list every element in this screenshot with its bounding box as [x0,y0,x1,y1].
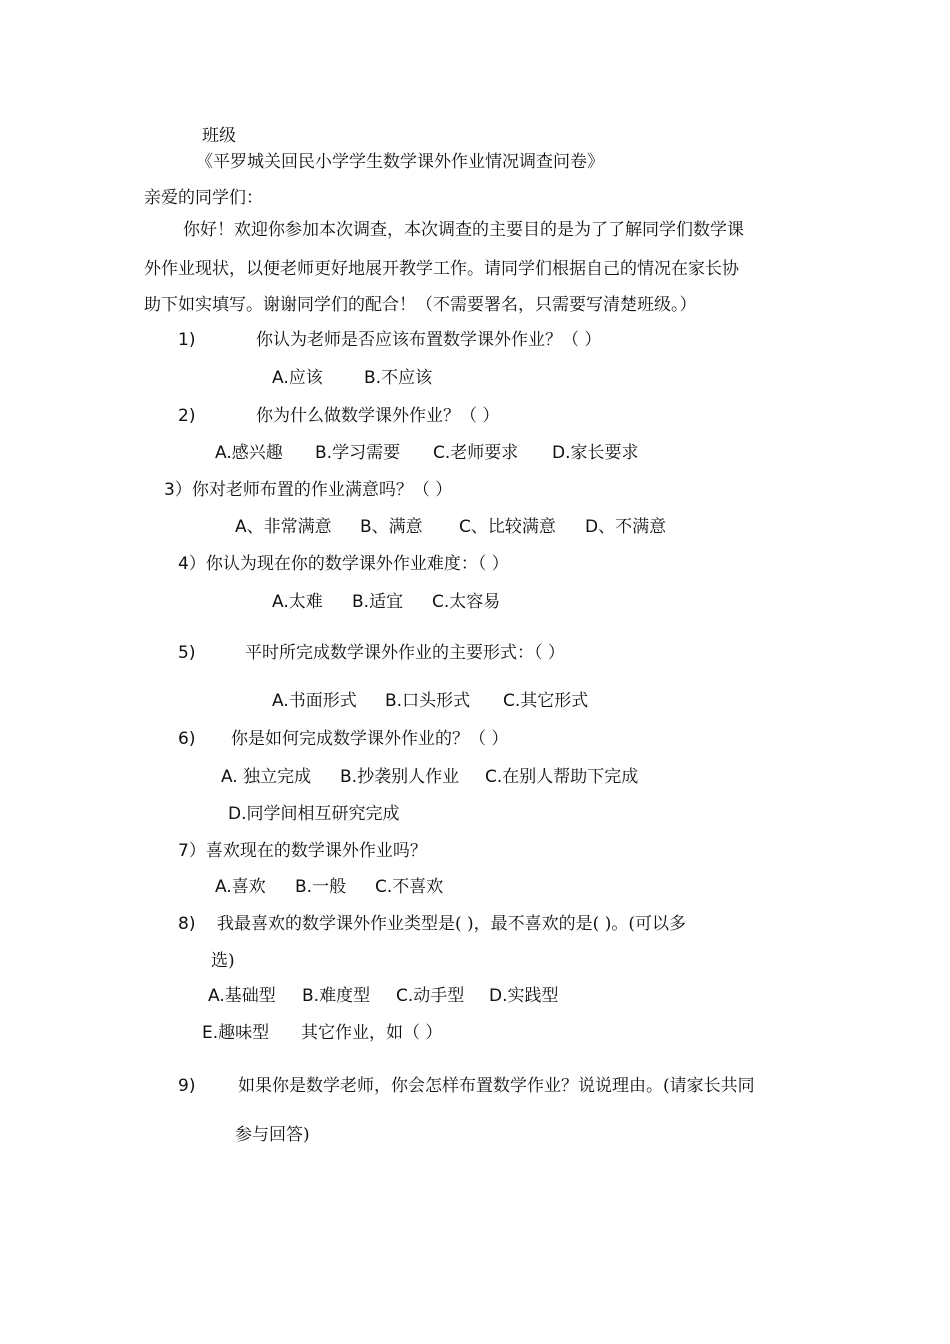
question-9-text: 如果你是数学老师，你会怎样布置数学作业？说说理由。(请家长共同 [238,1076,755,1096]
question-7-option-c: C.不喜欢 [375,877,444,897]
class-label: 班级 [202,126,236,146]
question-5-option-b: B.口头形式 [385,691,471,711]
question-6-text: 你是如何完成数学课外作业的？（ ） [231,729,509,749]
question-2-option-b: B.学习需要 [315,443,401,463]
question-1-option-b: B.不应该 [364,368,433,388]
question-5-number: 5) [178,643,196,663]
question-6-number: 6) [178,729,196,749]
question-9-text-cont: 参与回答) [235,1125,310,1145]
question-2-option-d: D.家长要求 [552,443,639,463]
question-6-option-c: C.在别人帮助下完成 [485,767,639,787]
question-9-number: 9) [178,1076,196,1096]
question-7-option-a: A.喜欢 [215,877,266,897]
intro-line-3: 助下如实填写。谢谢同学们的配合！（不需要署名，只需要写清楚班级。） [144,295,697,315]
question-5-option-c: C.其它形式 [503,691,589,711]
question-7-option-b: B.一般 [295,877,347,897]
question-5-text: 平时所完成数学课外作业的主要形式：（ ） [245,643,565,663]
question-3-option-c: C、比较满意 [459,517,556,537]
question-8-option-d: D.实践型 [489,986,559,1006]
question-4-text: 4）你认为现在你的数学课外作业难度：（ ） [178,554,509,574]
question-6-option-d: D.同学间相互研究完成 [228,804,400,824]
survey-title: 《平罗城关回民小学学生数学课外作业情况调查问卷》 [196,152,604,172]
greeting: 亲爱的同学们： [144,188,263,208]
question-7-text: 7）喜欢现在的数学课外作业吗？ [178,841,427,861]
question-8-option-c: C.动手型 [396,986,465,1006]
question-8-text: 我最喜欢的数学课外作业类型是( )，最不喜欢的是( )。(可以多 [217,914,686,934]
question-3-option-b: B、满意 [360,517,423,537]
question-8-option-a: A.基础型 [208,986,276,1006]
question-4-option-a: A.太难 [272,592,323,612]
question-1-text: 你认为老师是否应该布置数学课外作业？（ ） [256,330,602,350]
intro-line-2: 外作业现状，以便老师更好地展开教学工作。请同学们根据自己的情况在家长协 [144,259,739,279]
question-2-option-a: A.感兴趣 [215,443,283,463]
question-4-option-c: C.太容易 [432,592,501,612]
question-1-number: 1) [178,330,196,350]
question-2-number: 2) [178,406,196,426]
intro-line-1: 你好！欢迎你参加本次调查，本次调查的主要目的是为了了解同学们数学课 [183,220,744,240]
question-3-option-a: A、非常满意 [235,517,332,537]
question-8-option-b: B.难度型 [302,986,371,1006]
question-3-option-d: D、不满意 [585,517,667,537]
question-2-option-c: C.老师要求 [433,443,519,463]
question-6-option-b: B.抄袭别人作业 [340,767,460,787]
question-8-text-cont: 选) [211,951,235,971]
question-8-option-e: E.趣味型 [202,1023,270,1043]
question-6-option-a: A. 独立完成 [221,767,312,787]
question-8-number: 8) [178,914,196,934]
question-1-option-a: A.应该 [272,368,323,388]
question-3-text: 3）你对老师布置的作业满意吗？（ ） [164,480,453,500]
question-2-text: 你为什么做数学课外作业？（ ） [256,406,500,426]
question-4-option-b: B.适宜 [352,592,404,612]
question-8-other: 其它作业，如（ ） [301,1023,443,1043]
question-5-option-a: A.书面形式 [272,691,357,711]
